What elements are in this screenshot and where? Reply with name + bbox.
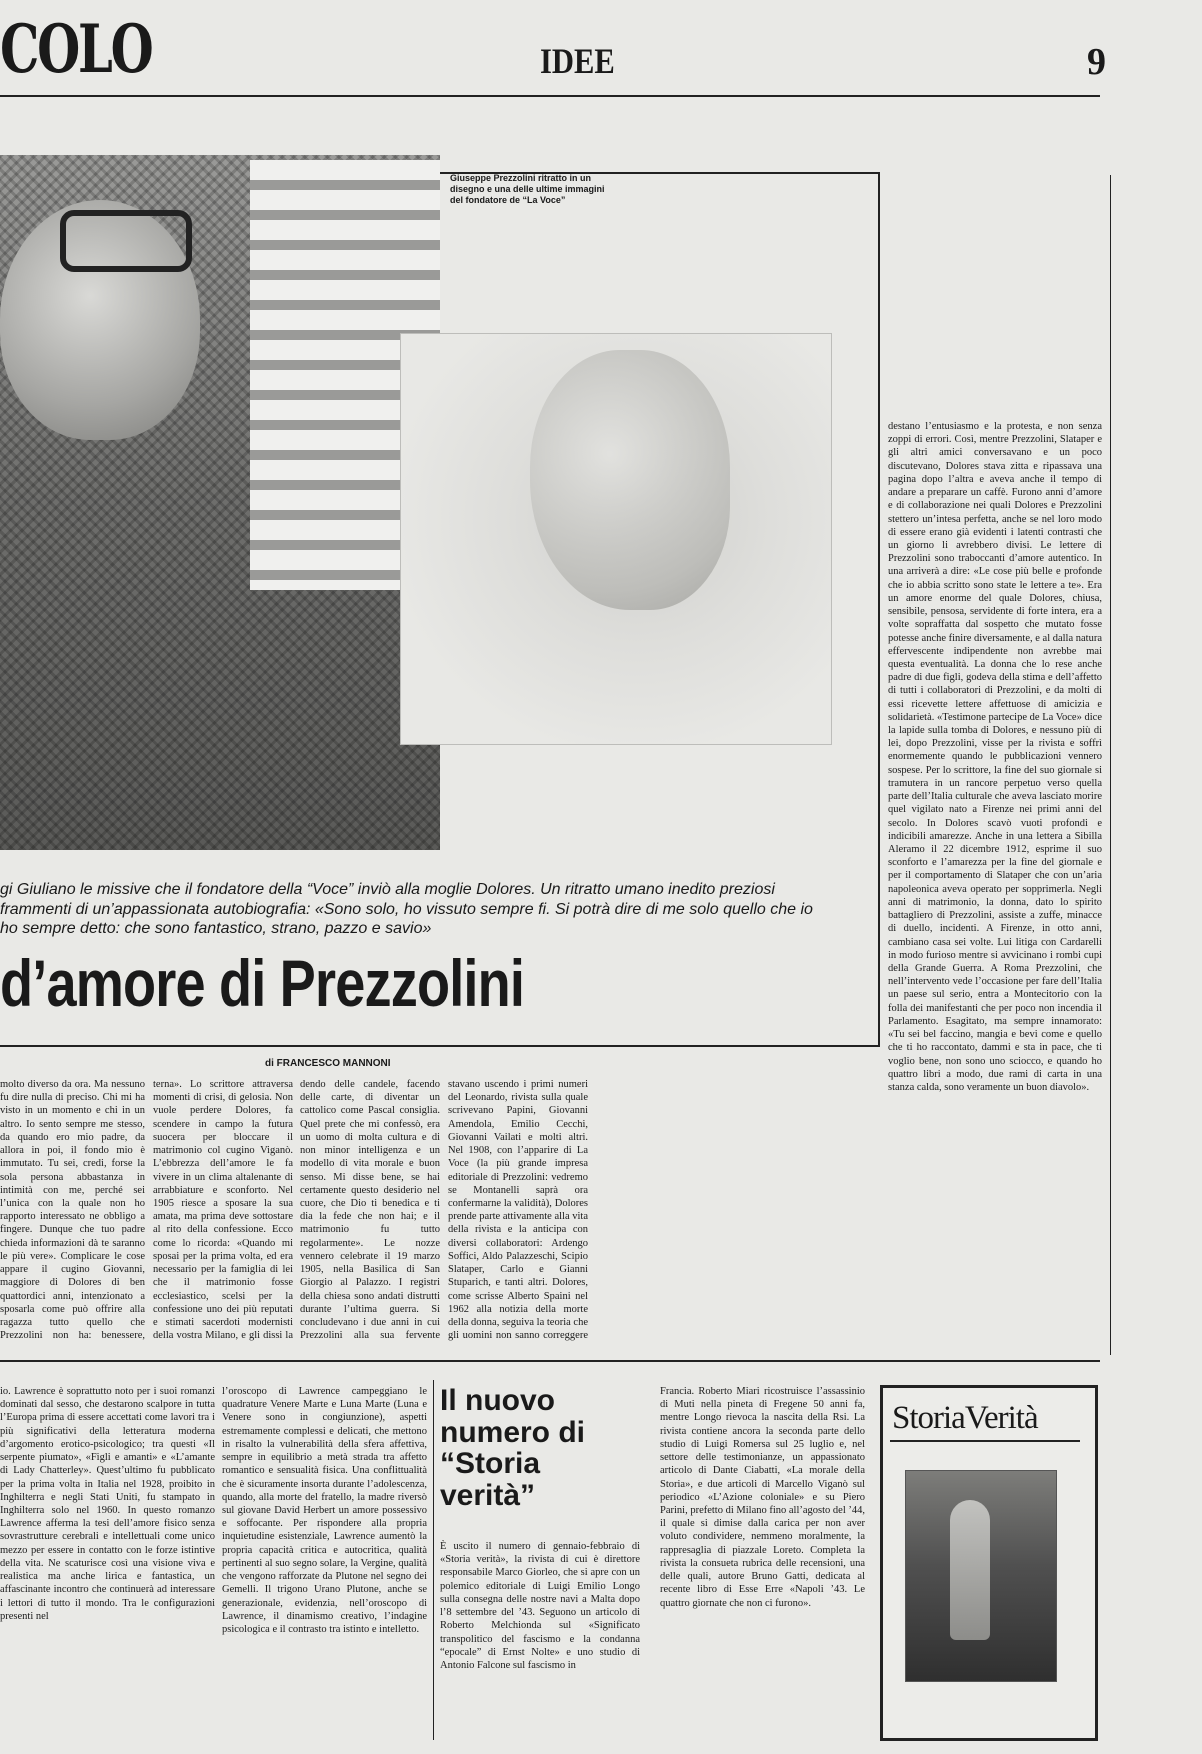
box-left-rule (433, 1380, 434, 1740)
right-column-text: destano l’entusiasmo e la protesta, e non senza zoppi di errori. Così, mentre Prezzolini, Slataper e gli altri amici conversavano e un poco discutevano, Dolores stava zitta e ripassava una pagina dopo l’altra e aveva anche il tempo di andare a preparare un caffè. Furono anni d’amore e di collaborazione nei quali Dolores e Prezzolini stettero un’intesa perfetta, anche se nel loro modo di essere erano già evidenti i latenti contrasti che un giorno li avrebbero divisi. Le lettere di Prezzolini sono traboccanti d’amore autentico. In una arriverà a dire: «Le cose più belle e profonde che io abbia scritto sono state le lettere a te». Era un amore enorme del quale Dolores, chiusa, sensibile, pensosa, servidente di forte intera, era a volte sopraffatta dal sospetto che mutato fosse potesse anche finire diversamente, e al dalla natura effervescente indipendente non avrebbe mai questa eventualità. La donna che lo rese anche padre di due figli, godeva della stima e dell’affetto di tutti i collaboratori di Prezzolini, e da molti di essi ricevette lettere affettuose di amicizia e solidarietà. «Testimone partecipe de La Voce» dice la lapide sulla tomba di Dolores, e nessuno più di lei, dopo Prezzolini, visse per la rivista e soffrì enormemente quando le pubblicazioni vennero sospese. Per lo scrittore, la fine del suo giornale si tramutera in un rancore perpetuo verso quella parte dell’Italia culturale che aveva lasciato morire quel vigilato nato a Firenze nei primi anni del secolo. In Dolores scavò vuoti profondi e indicibili amarezze. Anche in una lettera a Sibilla Aleramo il 22 dicembre 1912, esprime il suo sconforto e l’amarezza per la fine del giornale e per il comportamento di Slataper che con un’aria napoleonica aveva operato per sopprimerla. Negli anni di matrimonio, la donna, dato lo spirito battagliero di Prezzolini, assiste a zuffe, minacce di duello, incidenti. A Firenze, in otto anni, cambiano casa sei volte. Lui litiga con Cardarelli in modo furioso mentre si avvicinano i rombi cupi della Grande Guerra. A Roma Prezzolini, che nell’intervento vede l’occasione per fare dell’Italia un paese sul serio, entra a Montecitorio con la folla dei manifestanti che per poco non incendia il Parlamento. Esagitato, ma sempre innamorato: «Tu sei bel faccino, mangia e bevi come e quello che ti ho raccontato, dammi e sta in pace, che ti voglio bene, non sono uno sciocco, e quando ho quattro libri a modo, due rami di carta in una stanza calda, sono veramente un buon diavolo». (888, 421, 1102, 1093)
storia-verita-logo: StoriaVerità (892, 1400, 1038, 1436)
sketch-head (530, 350, 730, 610)
section-divider (0, 1360, 1100, 1362)
article-byline: di FRANCESCO MANNONI (265, 1058, 391, 1069)
article-dek: gi Giuliano le missive che il fondatore della “Voce” inviò alla moglie Dolores. Un ritratto umano inedito preziosi frammenti di un’appassionata autobiografia: «Sono solo, ho vissuto sempre fi. Si potrà dire di me solo quello che io ho sempre detto: che sono fantastico, strano, pazzo e savio» (0, 881, 813, 938)
glasses-icon (60, 210, 192, 272)
storia-verita-column-2: Francia. Roberto Miari ricostruisce l’assassinio di Muti nella pineta di Fregene 50 anni fa, mentre Longo rievoca la nascita della Rsi. La rivista contiene ancora la seconda parte dello studio di Luigi Romersa sul 25 luglio e, nel settore delle testimonianze, un appassionato articolo di Dante Ciabatti, «La morale della Storia», e due articoli di Marcello Viganò sul periodico «L’Azione coloniale» e su Piero Parini, prefetto di Milano fino all’agosto del ’44, il quale si dimise dalla carica per non aver voluto condividere, nemmeno moralmente, la rappresaglia di piazzale Loreto. Completa la rivista la consueta rubrica delle recensioni, una delle quali, autore Bruno Gatti, dedicata al recente libro di Esse Erre «Napoli ’43. Le quattro giornate che non ci furono». (660, 1386, 865, 1609)
cover-figure (950, 1500, 990, 1640)
frame-right-rule (878, 172, 880, 1047)
article-column-2: terna». Lo scrittore attraversa momenti di crisi, di gelosia. Non vuole perdere Dolores, fa scendere in campo la futura suocera per bloccare il matrimonio col cugino Viganò. L’ebbrezza dell’amore le fa vivere in un clima altalenante di arrabbiature e sconforto. Nel 1905 riesce a sposare la sua amata, ma prima deve sottostare al rito della confessione. Ecco come lo ricorda: «Quando mi sposai per la prima volta, ed era necessario per la famiglia di lei che il matrimonio fosse ecclesiastico, scelsi per la confessione uno dei più reputati e stimati sacerdoti modernisti della vostra Milano, e gli dissi la (153, 1079, 293, 1342)
masthead-rule (0, 95, 1100, 97)
article-column-3: dendo delle candele, facendo delle carte, di diventar un cattolico come Pascal consiglia. Quel prete che mi confessò, era un uomo di molta cultura e di non minor intelligenza e un modello di vita morale e buon senso. Mi disse bene, se hai certamente questo desiderio nel cuore, che Dio ti benedica e ti dia la fede che non hai; e il matrimonio fu tutto regolarmente». Le nozze vennero celebrate il 19 marzo 1905, nella Basilica di San Giorgio al Palazzo. I registri della chiesa sono andati distrutti durante l’ultima guerra. Si concludevano i due anni in cui Prezzolini alla sua fervente (300, 1079, 440, 1342)
logo-underline (890, 1440, 1080, 1442)
storia-verita-headline: Il nuovo numero di “Storia verità” (440, 1384, 586, 1512)
article-headline: d’amore di Prezzolini (0, 946, 525, 1020)
page-number: 9 (1087, 41, 1106, 83)
article-column-4: stavano uscendo i primi numeri del Leonardo, rivista sulla quale scrivevano Papini, Giovanni Amendola, Emilio Cecchi, Giovanni Vailati e molti altri. Nel 1908, con l’apparire di La Voce (la più grande impresa editoriale di Prezzolini: vedremo se Montanelli saprà ora confermarne la validità), Dolores prende parte attivamente alla vita della rivista e la anticipa con diversi collaboratori: Ardengo Soffici, Aldo Palazzeschi, Scipio Slataper, Carlo e Gianni Stuparich, e tanti altri. Dolores, come scrisse Alberto Spaini nel 1962 alla notizia della morte della donna, seguiva la teoria che gli uomini non sanno correggere (448, 1079, 588, 1342)
newspaper-logo: COLO (0, 10, 152, 88)
section-title: IDEE (540, 41, 615, 81)
lawrence-column-2: l’oroscopo di Lawrence campeggiano le quadrature Venere Marte e Luna Marte (Luna e Venere sono in congiunzione), aspetti estremamente complessi e delicati, che mettono in risalto la vulnerabilità della sfera affettiva, sempre in equilibrio a metà strada tra affetto romantico e sensualità fisica. Una conflittualità che è sicuramente insorta durante l’adolescenza, quando, alla morte del fratello, la madre riversò sul giovane David Herbert un amore possessivo e soffocante. Per rispondere alla propria inquietudine esistenziale, Lawrence aumentò la propria capacità critica e autocritica, qualità pertinenti al suo segno solare, la Vergine, qualità che vengono rafforzate da Plutone nel segno dei Gemelli. Il trigono Urano Plutone, anche se generazionale, evidenzia, nell’oroscopo di Lawrence, il dinamismo creativo, l’indagine psicologica e il contrasto tra istinto e intelletto. (222, 1386, 427, 1635)
article-column-1: molto diverso da ora. Ma nessuno fu dire nulla di preciso. Chi mi ha visto in un momento e chi in un altro. Io sento sempre me stesso, da quando ero mio padre, da allora in poi, il fondo mio è immutato. Tu sei, credi, forse la sola persona abbastanza in intimità con me, perché sei l’unica con la quale non ho rapporto interessato ne obbligo a fingere. Dunque che tuo padre chieda informazioni dà te saranno le più vere». Complicare le cose appare il cugino Giovanni, maggiore di Dolores di ben quattordici anni, intenzionato a sposarla come può offrire alla ragazza tutto quello che Prezzolini non ha: benessere, (0, 1079, 145, 1342)
photo-caption: Giuseppe Prezzolini ritratto in un disegno e una delle ultime immagini del fondatore de “La Voce” (450, 173, 605, 205)
frame-bottom-rule (0, 1045, 880, 1047)
right-column-rule (1110, 175, 1111, 1355)
storia-verita-column-1: È uscito il numero di gennaio-febbraio di «Storia verità», la rivista di cui è direttore responsabile Marco Giorleo, che si apre con un polemico editoriale di Luigi Emilio Longo sulla consegna delle nostre navi a Malta dopo l’8 settembre del ’43. Seguono un articolo di Roberto Melchionda sul «Significato transpolitico del fascismo e la condanna “epocale” di Ernst Nolte» e uno studio di Antonio Falcone sul fascismo in (440, 1541, 640, 1671)
lawrence-column-1: io. Lawrence è soprattutto noto per i suoi romanzi dominati dal sesso, che destarono scalpore in tutta l’Europa prima di essere accettati come lavori tra i più significativi della letteratura moderna d’argomento erotico-psicologico; tra questi «Il serpente piumato», «Figli e amanti» e «L’amante di Lady Chatterley». Quest’ultimo fu pubblicato per la prima volta in Italia nel 1928, proibito in Inghilterra e negli Stati Uniti, fu stampato in Inghilterra solo nel 1960. In questo romanzo Lawrence afferma la tesi dell’amore fisico senza sovrastrutture cerebrali e intellettuali come unico mezzo per essere in contatto con le forze istintive della vita. Ne scaturisce così una visione viva e realistica ma anche lirica e fantastica, un affascinante incontro che continuerà ad interessare i lettori di tutto il mondo. Tra le configurazioni presenti nel (0, 1386, 215, 1622)
